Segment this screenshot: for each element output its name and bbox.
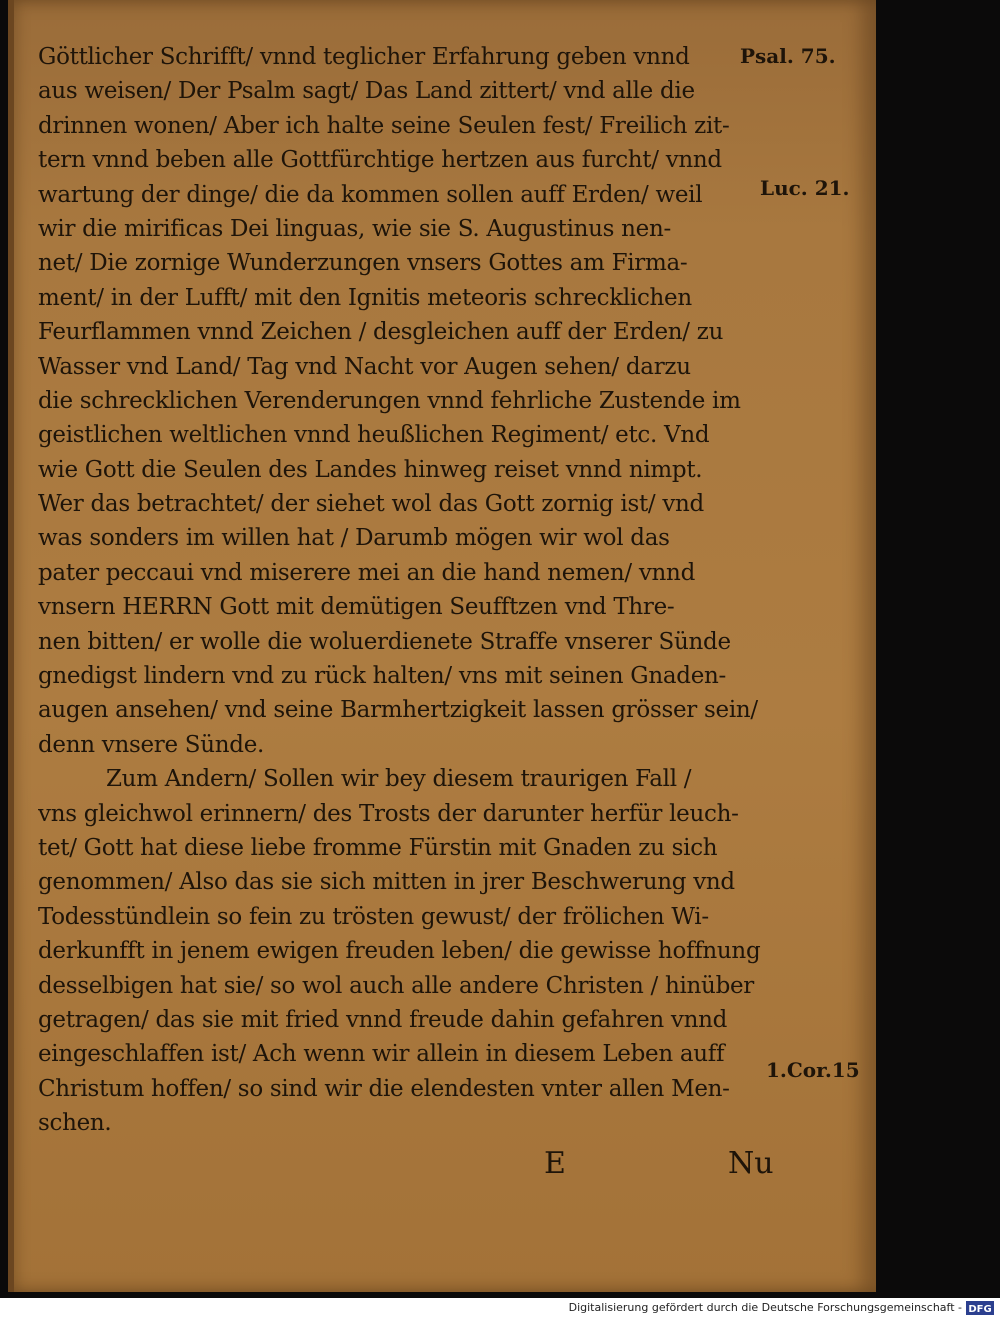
- text-line: eingeschlaffen ist/ Ach wenn wir allein in diesem Leben auff: [38, 1041, 725, 1068]
- text-line: Christum hoffen/ so sind wir die elendesten vnter allen Men-: [38, 1075, 730, 1102]
- text-line: getragen/ das sie mit fried vnnd freude dahin gefahren vnnd: [38, 1006, 728, 1033]
- text-line: ment/ in der Lufft/ mit den Ignitis meteoris schrecklichen: [38, 284, 692, 311]
- text-line: tet/ Gott hat diese liebe fromme Fürstin mit Gnaden zu sich: [38, 834, 718, 861]
- text-line: Feurflammen vnnd Zeichen / desgleichen auff der Erden/ zu: [38, 319, 724, 346]
- book-page: [8, 0, 876, 1292]
- dfg-logo-icon: [966, 1301, 994, 1315]
- dfg-logo-text: DFG: [968, 1304, 992, 1315]
- text-line: Göttlicher Schrifft/ vnnd teglicher Erfahrung geben vnnd: [38, 44, 690, 70]
- margin-note-corinthians: 1.Cor.15: [766, 1058, 860, 1082]
- text-line: Wasser vnd Land/ Tag vnd Nacht vor Augen sehen/ darzu: [38, 353, 691, 380]
- text-line: drinnen wonen/ Aber ich halte seine Seulen fest/ Freilich zit-: [38, 112, 730, 139]
- text-line: nen bitten/ er wolle die woluerdienete Straffe vnserer Sünde: [38, 628, 731, 655]
- text-line: geistlichen weltlichen vnnd heußlichen Regiment/ etc. Vnd: [38, 422, 710, 449]
- text-line: gnedigst lindern vnd zu rück halten/ vns mit seinen Gnaden-: [38, 663, 726, 690]
- page-footer: [38, 1146, 798, 1186]
- text-line: die schrecklichen Verenderungen vnnd fehrliche Zustende im: [38, 387, 741, 414]
- text-line: derkunfft in jenem ewigen freuden leben/ die gewisse hoffnung: [38, 938, 761, 965]
- text-line: vns gleichwol erinnern/ des Trosts der darunter herfür leuch-: [38, 800, 739, 827]
- text-line: tern vnnd beben alle Gottfürchtige hertzen aus furcht/ vnnd: [38, 147, 722, 174]
- text-line: net/ Die zornige Wunderzungen vnsers Gottes am Firma-: [38, 250, 688, 277]
- text-line: wir die mirificas Dei linguas, wie sie S. Augustinus nen-: [38, 215, 671, 242]
- catchword: Nu: [728, 1146, 774, 1181]
- text-line: Todesstündlein so fein zu trösten gewust/ der frölichen Wi-: [38, 903, 709, 930]
- text-line: schen.: [38, 1110, 112, 1137]
- text-line: pater peccaui vnd miserere mei an die hand nemen/ vnnd: [38, 559, 695, 586]
- funding-credit: Digitalisierung gefördert durch die Deutsche Forschungsgemeinschaft -: [568, 1301, 962, 1314]
- margin-note-psalm: Psal. 75.: [740, 44, 836, 68]
- paragraph-start-line: Zum Andern/ Sollen wir bey diesem traurigen Fall /: [106, 766, 692, 793]
- signature-mark: E: [544, 1146, 566, 1181]
- text-line: denn vnsere Sünde.: [38, 731, 265, 758]
- text-line: vnsern HERRN Gott mit demütigen Seufftzen vnd Thre-: [38, 594, 675, 621]
- text-line: wie Gott die Seulen des Landes hinweg reiset vnnd nimpt.: [38, 456, 703, 483]
- text-line: aus weisen/ Der Psalm sagt/ Das Land zittert/ vnd alle die: [38, 78, 695, 105]
- margin-note-luke: Luc. 21.: [760, 176, 850, 200]
- text-line: was sonders im willen hat / Darumb mögen wir wol das: [38, 525, 670, 552]
- text-line: wartung der dinge/ die da kommen sollen auff Erden/ weil: [38, 181, 703, 208]
- text-line: augen ansehen/ vnd seine Barmhertzigkeit lassen grösser sein/: [38, 697, 758, 724]
- text-line: desselbigen hat sie/ so wol auch alle andere Christen / hinüber: [38, 972, 755, 999]
- credit-bar: [0, 1298, 1000, 1320]
- page-body-text: [38, 40, 788, 1141]
- text-line: genommen/ Also das sie sich mitten in jrer Beschwerung vnd: [38, 869, 735, 896]
- text-line: Wer das betrachtet/ der siehet wol das Gott zornig ist/ vnd: [38, 491, 704, 518]
